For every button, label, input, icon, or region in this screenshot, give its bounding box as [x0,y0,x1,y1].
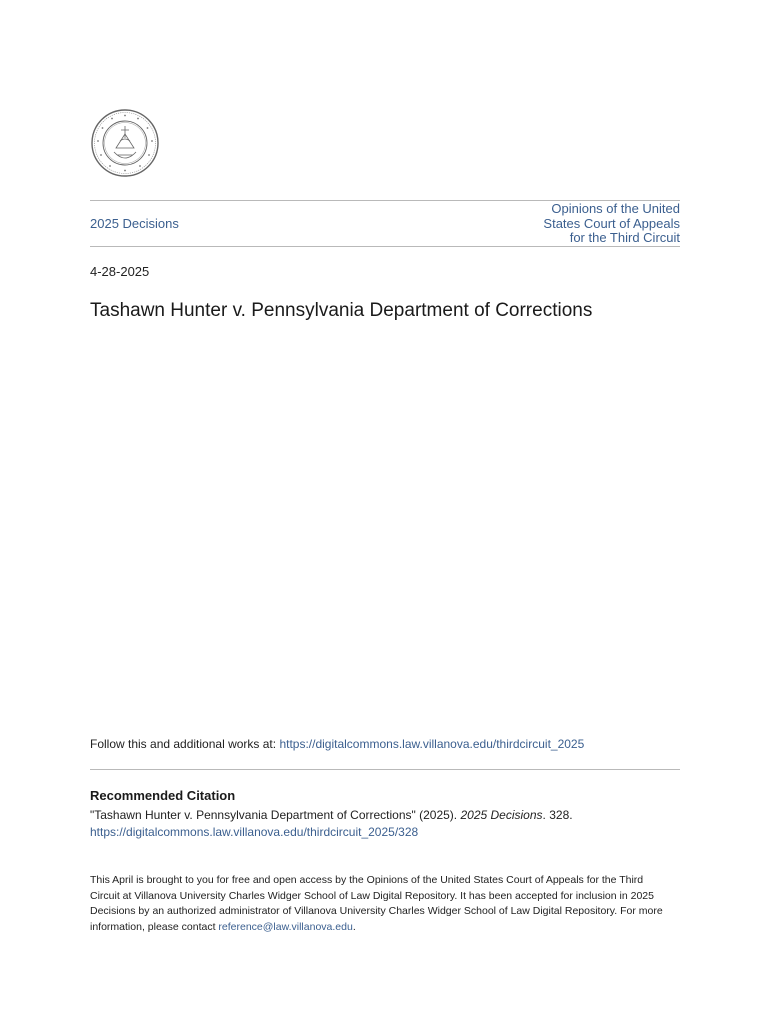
access-notice [90,873,670,935]
publication-date: 4-28-2025 [90,264,150,279]
citation-series: 2025 Decisions [460,808,543,822]
citation-divider [90,769,680,770]
notice-text: This April is brought to you for free and open access by the Opinions of the United States Court of Appeals for the Third Circuit at Villanova University Charles Widger School of Law Digital Repository. It has been accepted for inclusion in 2025 Decisions by an authorized administrator of Villanova University Charles Widger School of Law Digital Repository. For more information, please contact [90,874,663,933]
citation-url-link[interactable]: https://digitalcommons.law.villanova.edu/thirdcircuit_2025/328 [90,825,419,839]
document-title: Tashawn Hunter v. Pennsylvania Department of Corrections [90,300,593,321]
collection-link[interactable] [480,202,680,246]
collection-link-line: States Court of Appeals [543,215,680,231]
follow-prefix: Follow this and additional works at: [90,737,280,751]
university-seal-icon [90,108,160,178]
citation-heading: Recommended Citation [90,788,236,803]
series-link[interactable]: 2025 Decisions [90,216,179,231]
collection-url-link[interactable]: https://digitalcommons.law.villanova.edu/thirdcircuit_2025 [279,737,585,751]
header-bottom-divider [90,246,680,247]
citation-suffix: . 328. [542,808,573,822]
collection-link-line: for the Third Circuit [569,230,680,245]
citation-plain: "Tashawn Hunter v. Pennsylvania Department of Corrections" (2025). [90,808,461,822]
collection-link-line: Opinions of the United [551,201,680,216]
contact-email-link[interactable]: reference@law.villanova.edu [218,920,353,933]
citation-text [90,807,680,841]
notice-end: . [352,920,356,933]
follow-line [90,737,584,751]
